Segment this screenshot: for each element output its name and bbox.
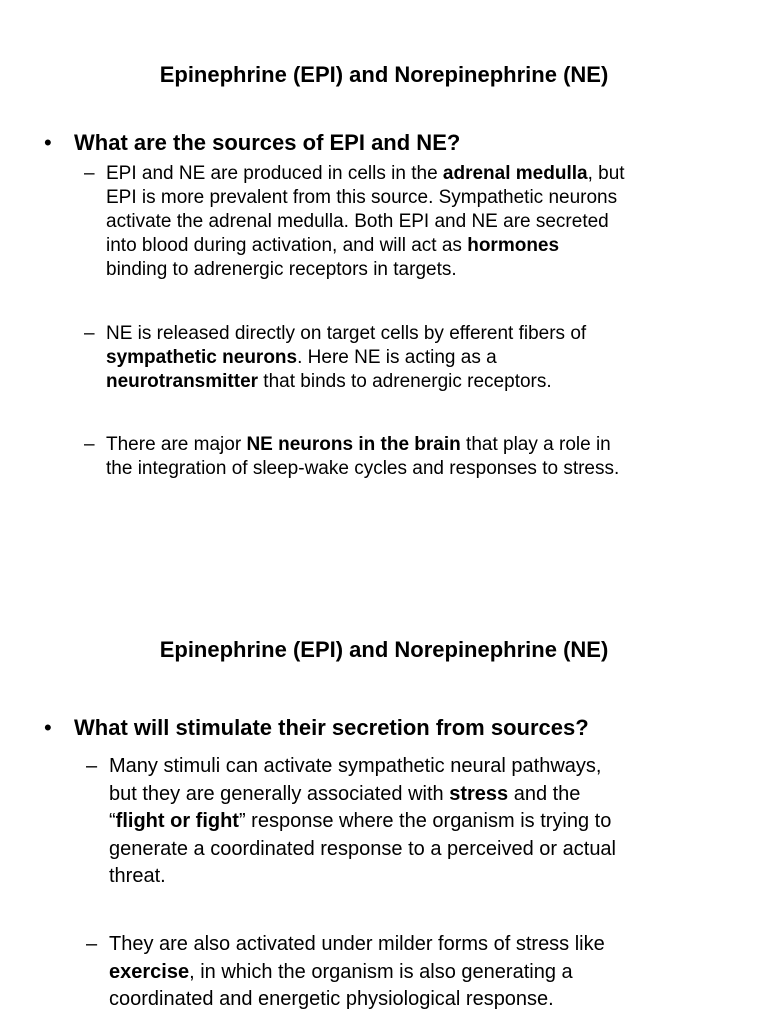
text-run: Many stimuli can activate sympathetic neural pathways,	[109, 755, 602, 777]
bold-term: stress	[449, 782, 509, 805]
text-run: They are also activated under milder forms of stress like	[109, 933, 605, 955]
text-run: binding to adrenergic receptors in targets.	[106, 259, 457, 280]
text-line	[109, 836, 752, 864]
bullet-icon: •	[44, 130, 52, 155]
bold-term: NE neurons in the brain	[246, 434, 461, 455]
text-run: EPI is more prevalent from this source. Sympathetic neurons	[106, 187, 618, 208]
text-line	[106, 370, 752, 394]
dash-icon: –	[84, 323, 95, 344]
text-run: generate a coordinated response to a perceived or actual	[109, 837, 617, 860]
text-line	[109, 931, 752, 959]
text-run: into blood during activation, and will act as	[106, 235, 468, 256]
text-line	[106, 433, 752, 457]
text-line	[106, 346, 752, 370]
text-line	[106, 322, 752, 346]
slide-title: Epinephrine (EPI) and Norepinephrine (NE)	[159, 637, 609, 662]
sub-bullet	[84, 322, 752, 394]
bullet-text: What will stimulate their secretion from sources?	[74, 715, 589, 740]
bullet-text: What are the sources of EPI and NE?	[74, 130, 461, 155]
text-run: “	[109, 810, 116, 832]
slide-title: Epinephrine (EPI) and Norepinephrine (NE)	[159, 62, 609, 87]
sub-bullet	[86, 753, 752, 891]
bold-term: flight or fight	[115, 810, 239, 832]
text-run: the integration of sleep-wake cycles and responses to stress.	[106, 458, 620, 479]
text-run: NE is released directly on target cells by efferent fibers of	[106, 323, 587, 344]
bold-term: adrenal medulla	[442, 163, 588, 184]
text-run: and the	[508, 782, 581, 805]
text-line	[109, 959, 752, 987]
text-run: activate the adrenal medulla. Both EPI and NE are secreted	[106, 211, 609, 232]
dash-icon: –	[86, 933, 98, 955]
text-run: . Here NE is acting as a	[297, 347, 497, 368]
slide-2	[0, 590, 768, 1024]
text-line	[106, 234, 752, 258]
text-run: threat.	[109, 865, 166, 887]
text-run: that play a role in	[460, 434, 611, 455]
text-run: , but	[587, 163, 625, 184]
text-run: EPI and NE are produced in cells in the	[106, 163, 443, 184]
text-line	[109, 863, 752, 891]
text-line	[106, 162, 752, 186]
dash-icon: –	[84, 163, 95, 184]
text-line	[106, 258, 752, 282]
bullet-question	[44, 129, 748, 157]
text-run: coordinated and energetic physiological response.	[109, 988, 554, 1010]
bullet-icon: •	[44, 715, 52, 740]
text-run: , in which the organism is also generating a	[189, 960, 573, 983]
bullet-question	[44, 714, 748, 742]
text-run: but they are generally associated with	[109, 782, 450, 805]
text-run: ” response where the organism is trying to	[238, 810, 612, 832]
sub-bullet	[84, 162, 752, 282]
text-line	[109, 808, 752, 836]
sub-bullet	[86, 931, 752, 1014]
sub-bullet	[84, 433, 752, 481]
text-line	[109, 781, 752, 809]
text-run: There are major	[106, 434, 247, 455]
bold-term: neurotransmitter	[106, 371, 259, 392]
text-line	[106, 186, 752, 210]
text-line	[109, 753, 752, 781]
bold-term: sympathetic neurons	[106, 347, 298, 368]
dash-icon: –	[84, 434, 95, 455]
text-line	[106, 210, 752, 234]
dash-icon: –	[86, 755, 98, 777]
bold-term: exercise	[109, 960, 190, 983]
bold-term: hormones	[467, 235, 560, 256]
text-run: that binds to adrenergic receptors.	[258, 371, 552, 392]
text-line	[106, 457, 752, 481]
text-line	[109, 986, 752, 1014]
